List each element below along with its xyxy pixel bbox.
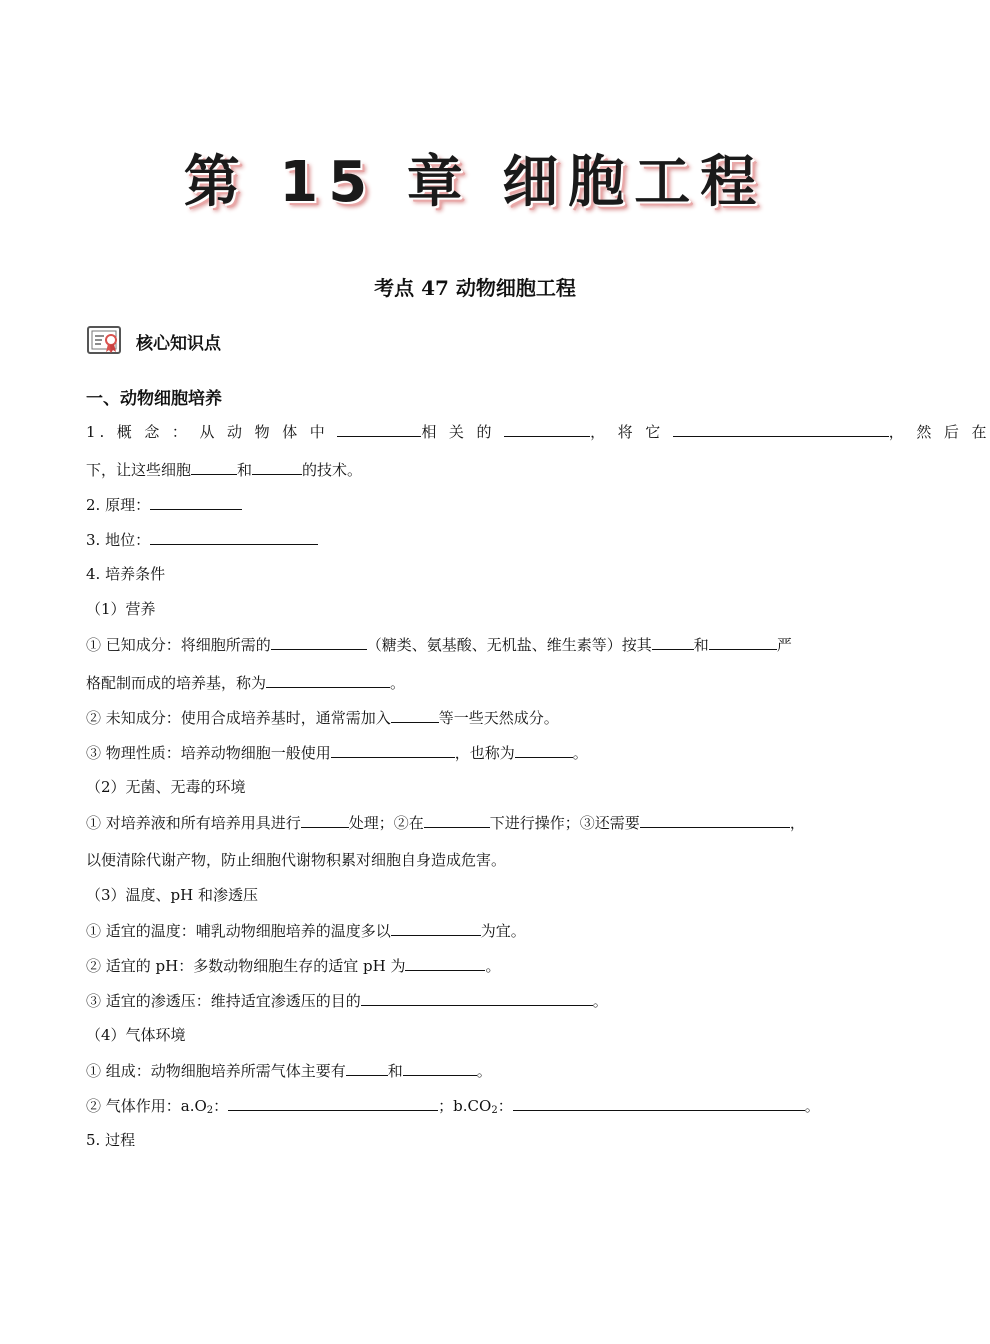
core-heading xyxy=(86,324,221,358)
blank[interactable] xyxy=(403,1059,477,1076)
blank[interactable] xyxy=(391,706,439,723)
sterile-line-2: 以便清除代谢产物，防止细胞代谢物积累对细胞自身造成危害。 xyxy=(86,851,507,869)
temp-line: ① 适宜的温度：哺乳动物细胞培养的温度多以 为宜。 xyxy=(86,919,864,954)
blank[interactable] xyxy=(673,420,889,437)
blank[interactable] xyxy=(405,954,485,971)
blank[interactable] xyxy=(271,633,367,650)
blank[interactable] xyxy=(640,811,790,828)
known-line-2: 格配制而成的培养基，称为 。 xyxy=(86,671,864,706)
blank[interactable] xyxy=(266,671,390,688)
known-line-1: ① 已知成分：将细胞所需的 （糖类、氨基酸、无机盐、维生素等）按其 和 严 xyxy=(86,633,864,671)
process-line: 5. 过程 xyxy=(86,1131,136,1149)
blank[interactable] xyxy=(301,811,349,828)
gas-heading: （4）气体环境 xyxy=(86,1026,186,1044)
unknown-line: ② 未知成分：使用合成培养基时，通常需加入 等一些天然成分。 xyxy=(86,706,864,741)
blank[interactable] xyxy=(150,528,318,545)
gas-composition-line: ① 组成：动物细胞培养所需气体主要有 和 。 xyxy=(86,1059,864,1094)
ph-line: ② 适宜的 pH：多数动物细胞生存的适宜 pH 为 。 xyxy=(86,954,864,989)
blank[interactable] xyxy=(652,633,694,650)
physical-line: ③ 物理性质：培养动物细胞一般使用 ，也称为 。 xyxy=(86,741,864,776)
concept-line-1: 1. 概 念 ： 从 动 物 体 中 相 关 的 ， 将 它 ， 然 后 在 xyxy=(86,420,864,458)
blank[interactable] xyxy=(513,1094,805,1111)
position-line: 3. 地位： xyxy=(86,528,864,563)
blank[interactable] xyxy=(337,420,421,437)
blank[interactable] xyxy=(191,458,237,475)
blank[interactable] xyxy=(361,989,593,1006)
blank[interactable] xyxy=(504,420,590,437)
chapter-title: 第 15 章 细胞工程 xyxy=(183,150,767,215)
blank[interactable] xyxy=(150,493,242,510)
section-title: 考点 47 动物细胞工程 xyxy=(374,276,576,300)
sterile-line-1: ① 对培养液和所有培养用具进行 处理；②在 下进行操作；③还需要 ， xyxy=(86,811,864,849)
gas-function-line: ② 气体作用：$a.O_2$： ；$b.CO_2$： 。 xyxy=(86,1094,864,1129)
core-heading-label: 核心知识点 xyxy=(136,333,221,354)
conditions-line: 4. 培养条件 xyxy=(86,565,166,583)
blank[interactable] xyxy=(331,741,455,758)
temp-heading: （3）温度、pH 和渗透压 xyxy=(86,886,258,904)
blank[interactable] xyxy=(228,1094,438,1111)
concept-line-2: 下，让这些细胞 和 的技术。 xyxy=(86,458,864,493)
nutrition-line: （1）营养 xyxy=(86,600,156,618)
blank[interactable] xyxy=(346,1059,388,1076)
blank[interactable] xyxy=(424,811,490,828)
worksheet-body xyxy=(86,420,990,1164)
blank[interactable] xyxy=(252,458,302,475)
principle-line: 2. 原理： xyxy=(86,493,864,528)
certificate-icon xyxy=(86,324,126,358)
blank[interactable] xyxy=(391,919,481,936)
osmotic-line: ③ 适宜的渗透压：维持适宜渗透压的目的 。 xyxy=(86,989,864,1024)
blank[interactable] xyxy=(515,741,573,758)
part1-title: 一、动物细胞培养 xyxy=(86,389,222,409)
sterile-heading: （2）无菌、无毒的环境 xyxy=(86,778,246,796)
blank[interactable] xyxy=(709,633,777,650)
